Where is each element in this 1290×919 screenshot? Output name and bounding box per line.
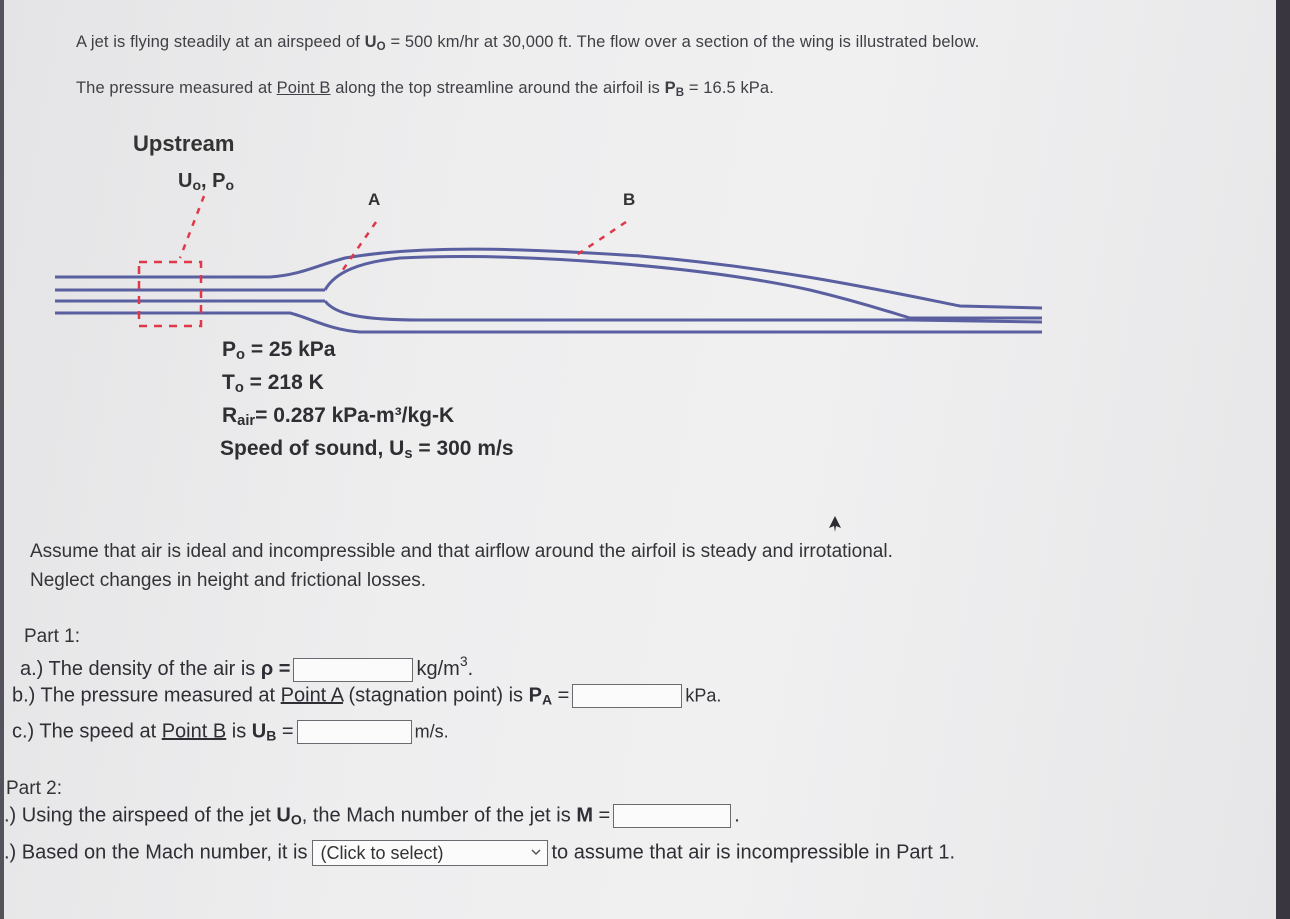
density-unit: kg/m [416,658,460,680]
pointer-b [575,222,626,256]
given-p0 [222,338,336,363]
upstream-variables [178,170,234,193]
subscript: O [290,811,302,828]
question-incompressible [4,840,955,866]
symbol: T [222,371,235,394]
upstream-pressure-symbol: , P [201,170,226,192]
airspeed-variable: U [364,33,377,51]
given-t0 [222,371,324,396]
intro-text: The pressure measured at [76,79,277,97]
subscript: o [192,177,202,193]
point-a-label: A [368,190,381,209]
equals: = [592,804,611,827]
bottom-streamline [55,313,1042,332]
symbol: P [222,338,237,361]
part-2-title: Part 2: [6,778,62,799]
intro-text: = 500 km/hr at 30,000 ft. The flow over a section of the wing is illustrated below. [385,33,980,51]
subscript: o [234,380,244,396]
select-value: (Click to select) [320,842,444,863]
density-symbol: ρ = [260,658,291,680]
pressure-subscript: B [675,87,685,99]
question-text: c.) The speed at [12,720,162,743]
point-b-link[interactable]: Point B [161,720,227,743]
symbol: R [222,404,238,427]
density-input[interactable] [293,658,413,682]
pressure-variable: P [664,79,676,97]
question-speed-b [12,720,449,744]
airfoil-upper-surface [325,257,1042,318]
assumption-line-1: Assume that air is ideal and incompressible and that airflow around the airfoil is steady and irrotational. [30,541,893,562]
question-pressure-a [12,684,721,708]
intro-text: = 16.5 kPa. [684,79,774,97]
question-text: .) Using the airspeed of the jet [4,804,277,827]
question-text: b.) The pressure measured at [12,684,281,707]
question-mach [4,804,740,828]
upstream-label: Upstream [133,131,235,156]
punctuation: . [467,658,474,680]
subscript: o [236,347,245,363]
equals: = [552,684,570,707]
pressure-unit: kPa. [685,685,722,706]
value: = 25 kPa [245,338,336,361]
intro-text: along the top streamline around the airfoil is [330,79,665,97]
subscript: s [404,446,413,462]
equals: = [276,720,294,743]
punctuation: . [734,804,740,827]
pointer-upstream [180,196,204,258]
subscript: A [541,691,553,708]
question-text: .) Based on the Mach number, it is [4,841,308,864]
value: = 0.287 kPa-m³/kg-K [255,404,455,427]
airspeed-symbol: U [276,804,291,827]
subscript: B [266,727,277,744]
assumption-line-2: Neglect changes in height and frictional losses. [30,570,427,591]
question-density [20,653,473,682]
pressure-a-symbol: P [528,684,542,707]
speed-b-input[interactable] [297,720,412,744]
mach-symbol: M [576,804,593,827]
mach-input[interactable] [613,804,731,828]
point-b-label: B [623,190,636,209]
unit-superscript: 3 [459,653,468,669]
subscript: air [237,413,256,429]
value: = 300 m/s [412,437,514,460]
value: = 218 K [243,371,324,394]
streamlines [55,249,1042,332]
subscript: o [225,177,235,193]
question-text: a.) The density of the air is [20,658,261,680]
pointer-lines [180,196,626,274]
speed-unit: m/s. [414,721,449,742]
given-speed-of-sound [220,437,514,462]
upstream-velocity-symbol: U [178,170,193,192]
chevron-down-icon [529,845,543,859]
incompressible-select[interactable] [312,840,548,866]
given-r-air [222,404,454,429]
pressure-a-input[interactable] [572,684,682,708]
speed-b-symbol: U [251,720,267,743]
point-a-link[interactable]: Point A [280,684,343,707]
symbol: Speed of sound, U [220,437,405,460]
question-text: (stagnation point) is [342,684,529,707]
point-b-link[interactable]: Point B [276,79,331,97]
intro-text: A jet is flying steadily at an airspeed of [76,33,365,51]
question-text: , the Mach number of the jet is [301,804,577,827]
cursor-icon [825,514,845,534]
question-text: to assume that air is incompressible in Part 1. [551,841,956,864]
part-1-title: Part 1: [24,626,80,647]
airspeed-subscript: O [376,41,386,53]
question-text: is [226,720,252,743]
control-volume-box [139,262,201,326]
